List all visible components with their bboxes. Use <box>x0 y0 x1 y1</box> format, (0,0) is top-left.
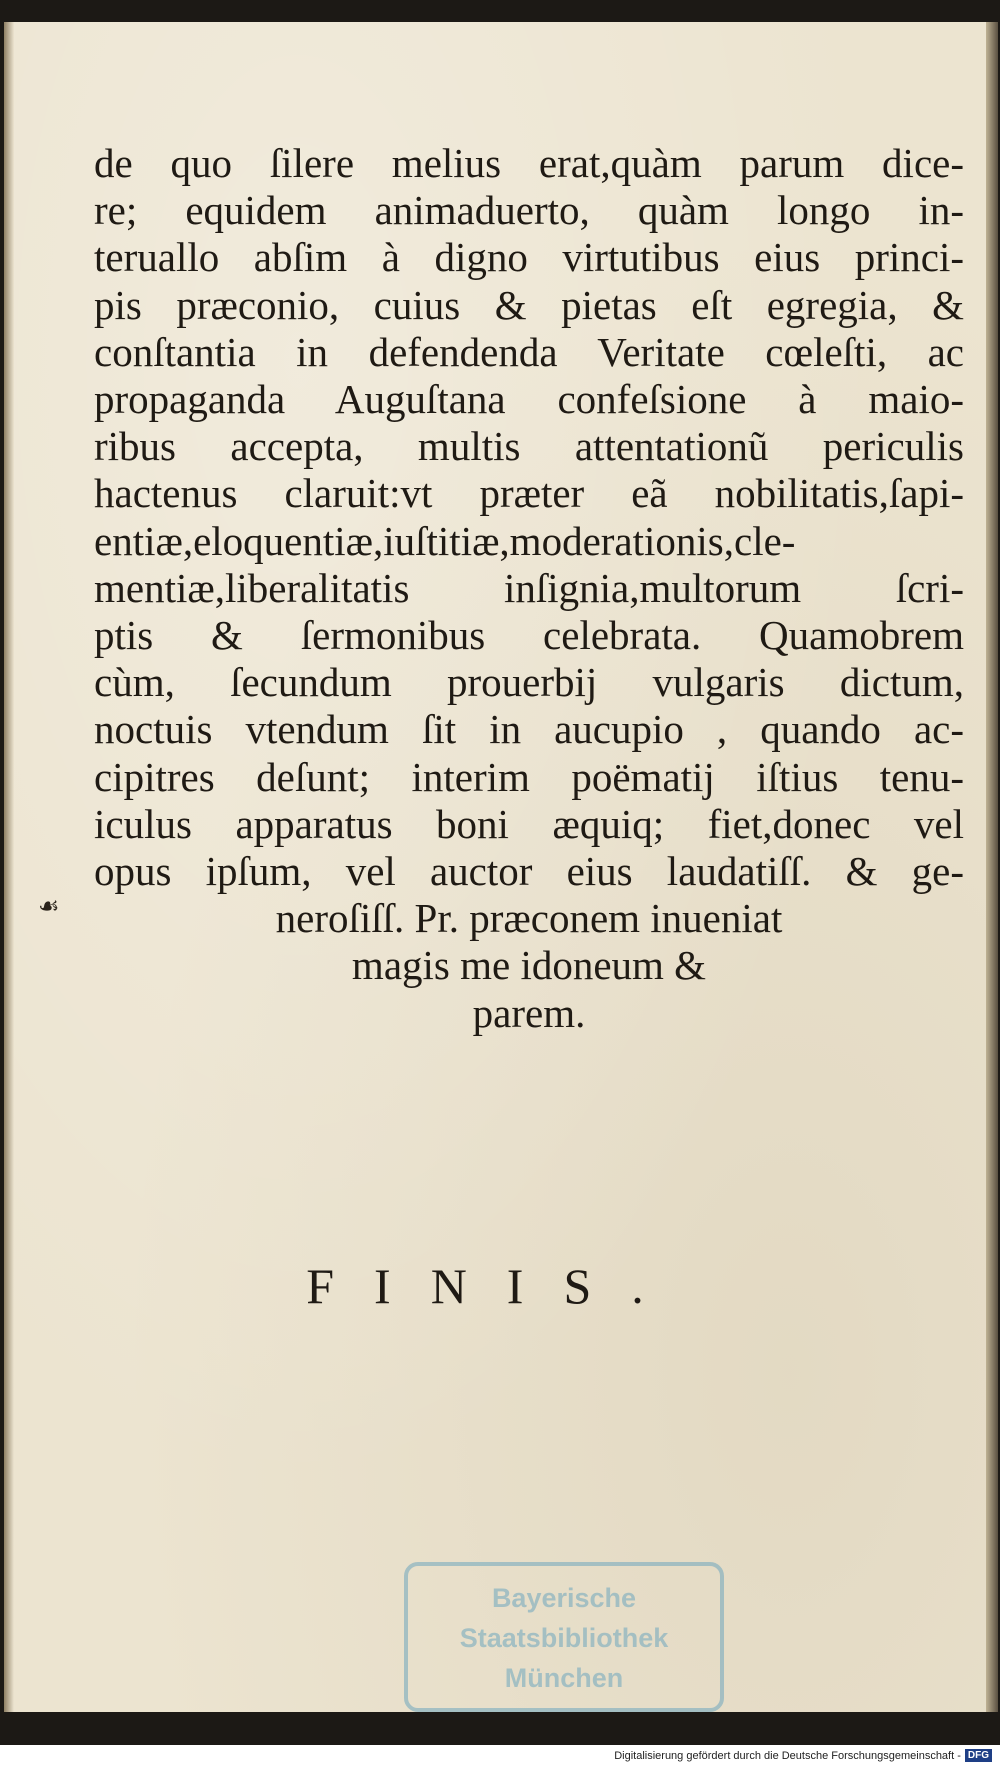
dfg-logo-icon: DFG <box>965 1749 992 1762</box>
text-line-4: pis præconio, cuius & pietas eſt egregia, & <box>94 281 964 328</box>
text-line-10: mentiæ,liberalitatis inſignia,multorum ſcri- <box>94 564 964 611</box>
text-line-12: cùm, ſecundum prouerbij vulgaris dictum, <box>94 659 964 706</box>
footer-credit <box>614 1745 992 1766</box>
book-page <box>4 22 986 1712</box>
text-line-14: cipitres deſunt; interim poëmatij iſtius tenu- <box>94 753 964 800</box>
text-line-11: ptis & ſermonibus celebrata. Quamobrem <box>94 612 964 659</box>
text-line-3: teruallo abſim à digno virtutibus eius princi- <box>94 234 964 281</box>
text-line-1: de quo ſilere melius erat,quàm parum dice- <box>94 140 964 186</box>
stamp-line-2: Staatsbibliothek <box>459 1623 669 1653</box>
text-line-5: conſtantia in defendenda Veritate cœleſti, ac <box>94 328 964 375</box>
text-line-9: entiæ,eloquentiæ,iuſtitiæ,moderationis,cle- <box>94 517 796 564</box>
text-line-7: ribus accepta, multis attentationũ periculis <box>94 423 964 470</box>
body-text <box>94 140 964 1037</box>
text-line-2: re; equidem animaduerto, quàm longo in- <box>94 187 964 234</box>
stamp-line-1: Bayerische <box>491 1583 637 1613</box>
text-line-15: iculus apparatus boni æquiq; fiet,donec vel <box>94 800 964 847</box>
text-line-6: propaganda Auguſtana confeſsione à maio- <box>94 376 964 423</box>
library-stamp <box>404 1562 724 1712</box>
text-line-13: noctuis vtendum ſit in aucupio , quando ac- <box>94 706 964 753</box>
text-line-17: neroſiſſ. Pr. præconem inueniat <box>275 895 783 942</box>
page-left-edge <box>4 22 14 1712</box>
margin-mark-icon: ☙ <box>38 892 60 920</box>
footer-text: Digitalisierung gefördert durch die Deutsche Forschungsgemeinschaft - <box>614 1749 961 1762</box>
text-line-16: opus ipſum, vel auctor eius laudatiſſ. & ge- <box>94 848 964 895</box>
finis-heading: FINIS. <box>306 1258 684 1314</box>
text-line-8: hactenus claruit:vt præter eã nobilitatis,ſapi- <box>94 470 964 517</box>
stamp-line-3: München <box>504 1663 624 1693</box>
page-right-edge <box>986 22 998 1712</box>
text-line-18: magis me idoneum & <box>351 942 707 989</box>
text-line-19: parem. <box>472 989 586 1036</box>
